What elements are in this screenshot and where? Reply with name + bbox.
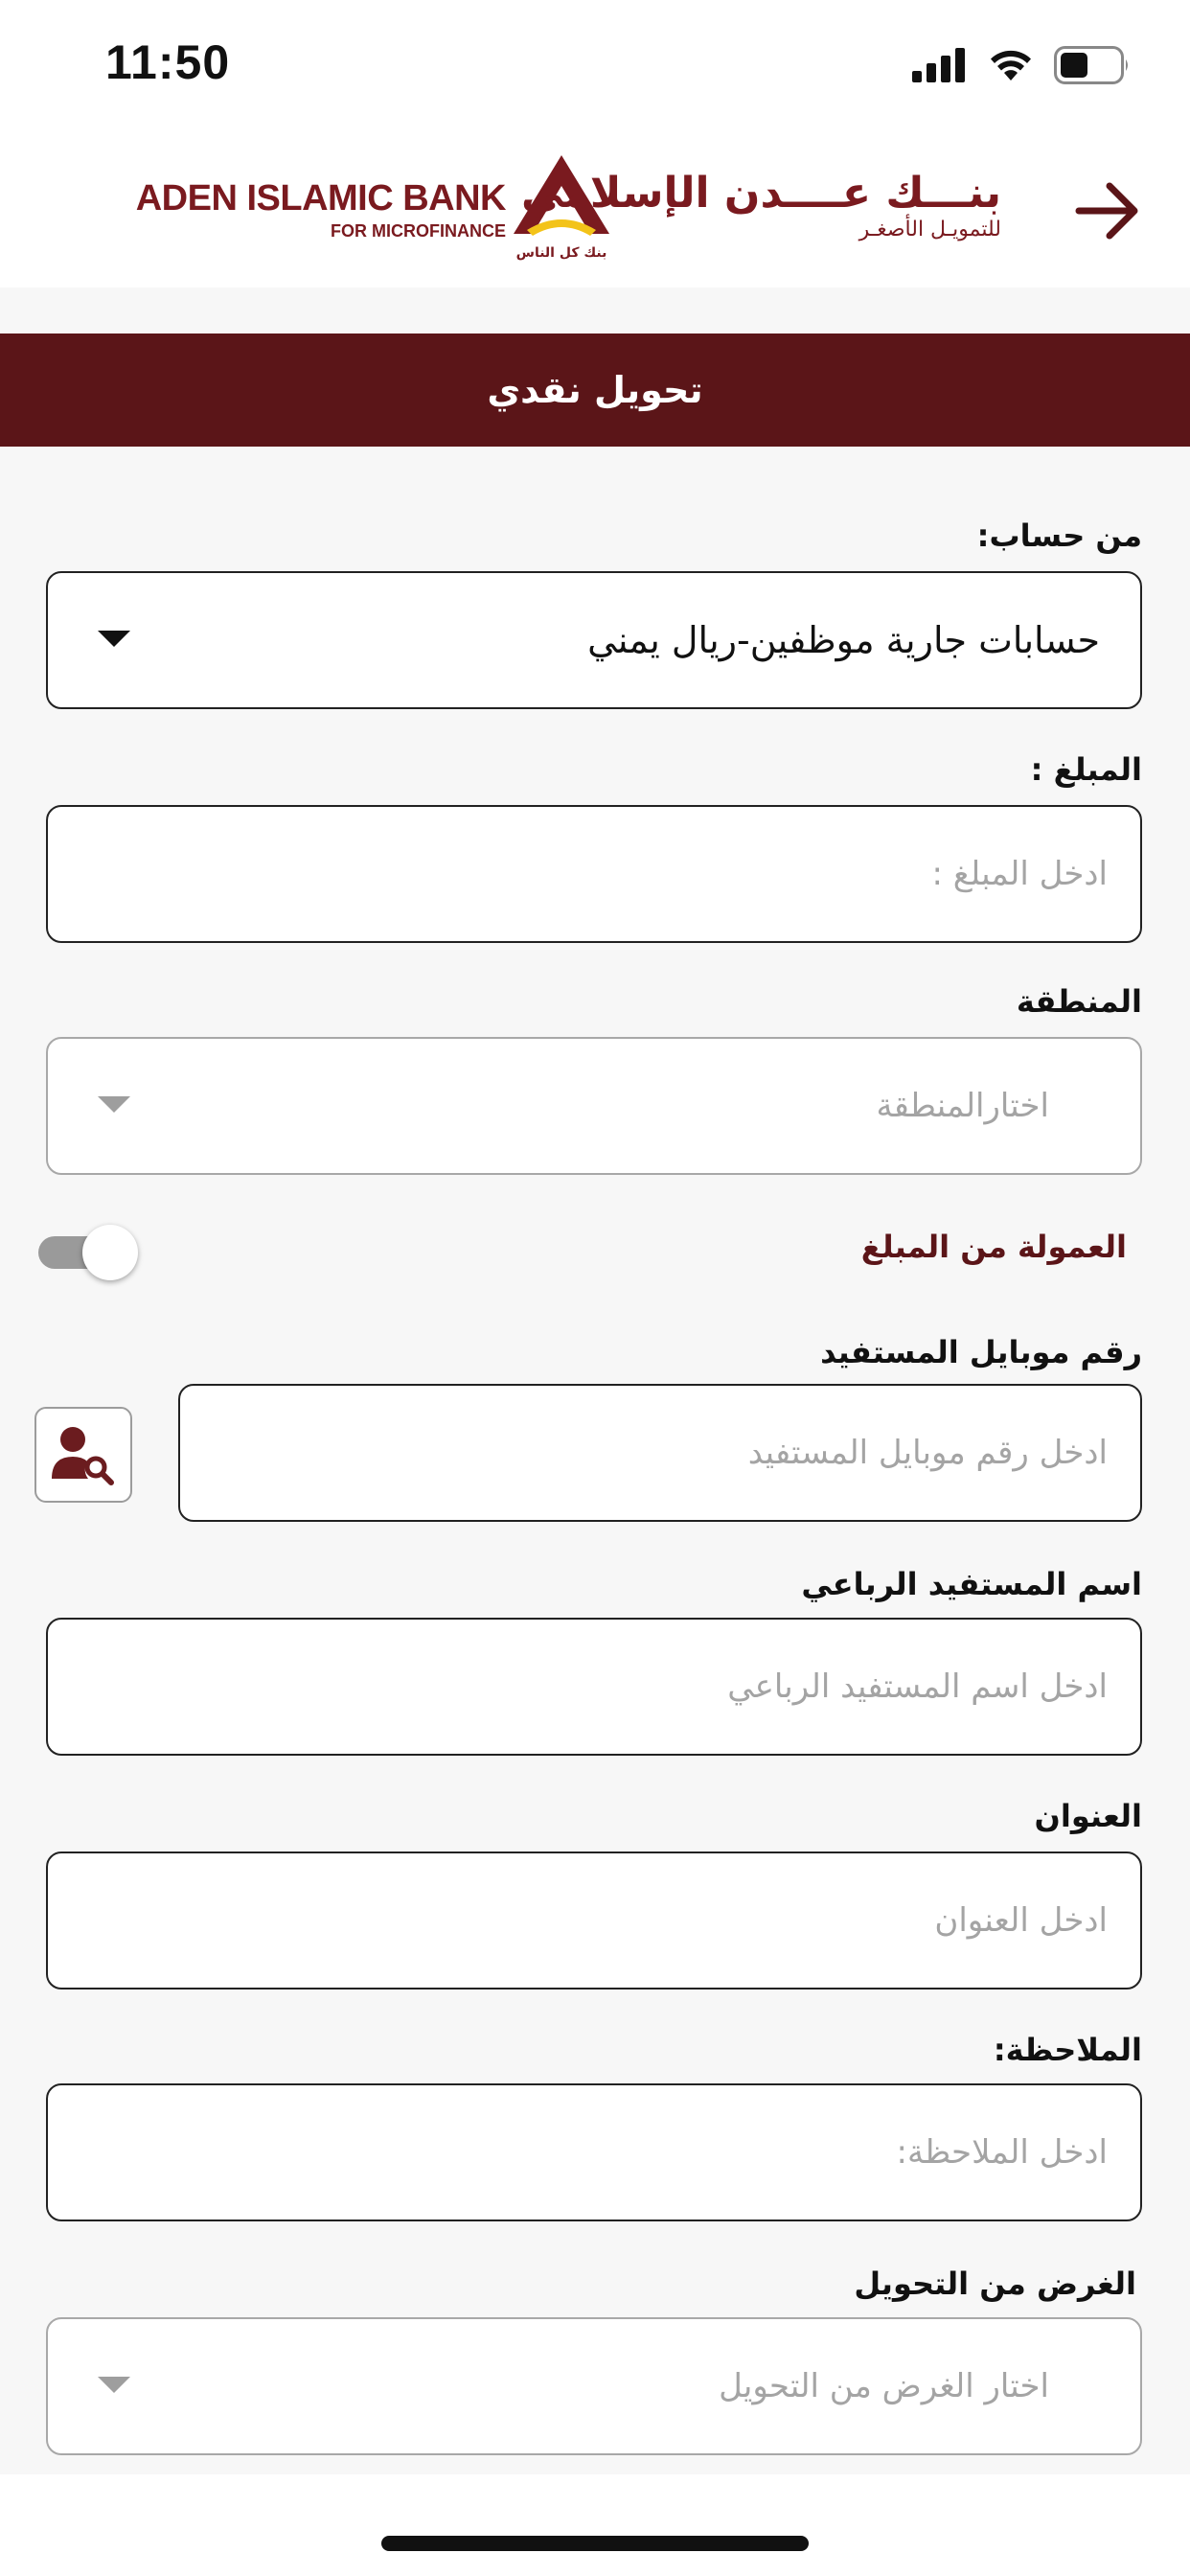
page-title: تحويل نقدي [487, 369, 703, 411]
region-select[interactable] [46, 1037, 1142, 1175]
chevron-down-icon [98, 1096, 130, 1113]
beneficiary-mobile-input[interactable] [180, 1386, 1140, 1520]
address-field-wrapper [46, 1852, 1142, 1990]
chevron-down-icon [98, 2377, 130, 2393]
logo-en-subtitle: FOR MICROFINANCE [331, 221, 506, 241]
logo-ar-subtitle: للتمويـل الأصغـر [858, 218, 1001, 242]
from-account-select[interactable] [46, 571, 1142, 709]
status-time: 11:50 [105, 35, 231, 89]
back-arrow-icon[interactable] [1071, 174, 1144, 247]
wifi-icon [989, 48, 1033, 82]
logo-tagline: بنك كل الناس [515, 245, 607, 261]
amount-input[interactable] [48, 807, 1140, 941]
purpose-placeholder: اختار الغرض من التحويل [719, 2367, 1049, 2405]
note-field-wrapper [46, 2083, 1142, 2221]
beneficiary-mobile-field-wrapper [178, 1384, 1142, 1522]
toggle-knob [82, 1225, 138, 1280]
note-input[interactable] [48, 2085, 1140, 2220]
amount-field-wrapper [46, 805, 1142, 943]
beneficiary-name-label: اسم المستفيد الرباعي [801, 1566, 1142, 1602]
address-label: العنوان [1034, 1798, 1142, 1834]
commission-toggle[interactable] [36, 1225, 142, 1278]
beneficiary-name-field-wrapper [46, 1618, 1142, 1756]
note-label: الملاحظة: [993, 2032, 1142, 2068]
beneficiary-name-input[interactable] [48, 1620, 1140, 1754]
commission-label: العمولة من المبلغ [860, 1229, 1127, 1265]
logo-ar-name: بنـــك عــــدن الإسلامي [521, 169, 1001, 218]
page-title-banner [0, 334, 1190, 447]
purpose-select[interactable] [46, 2317, 1142, 2455]
chevron-down-icon [98, 631, 130, 647]
battery-icon [1054, 46, 1131, 84]
from-account-label: من حساب: [976, 518, 1142, 554]
logo-english [123, 178, 506, 242]
amount-label: المبلغ : [1030, 751, 1142, 788]
contact-search-button[interactable] [34, 1407, 132, 1503]
home-indicator[interactable] [381, 2536, 809, 2551]
cellular-signal-icon [912, 48, 968, 82]
user-search-icon [50, 1423, 117, 1486]
address-input[interactable] [48, 1853, 1140, 1988]
purpose-label: الغرض من التحويل [854, 2266, 1136, 2302]
region-placeholder: اختارالمنطقة [876, 1087, 1049, 1125]
logo-en-name: ADEN ISLAMIC BANK [135, 178, 506, 218]
logo-arabic [521, 169, 1001, 242]
region-label: المنطقة [1016, 983, 1142, 1020]
from-account-value: حسابات جارية موظفين-ريال يمني [587, 619, 1100, 661]
app-header [0, 134, 1190, 288]
bottom-safe-area [0, 2474, 1190, 2576]
status-bar [0, 0, 1190, 134]
beneficiary-mobile-label: رقم موبايل المستفيد [820, 1334, 1142, 1370]
status-icons [912, 42, 1131, 88]
